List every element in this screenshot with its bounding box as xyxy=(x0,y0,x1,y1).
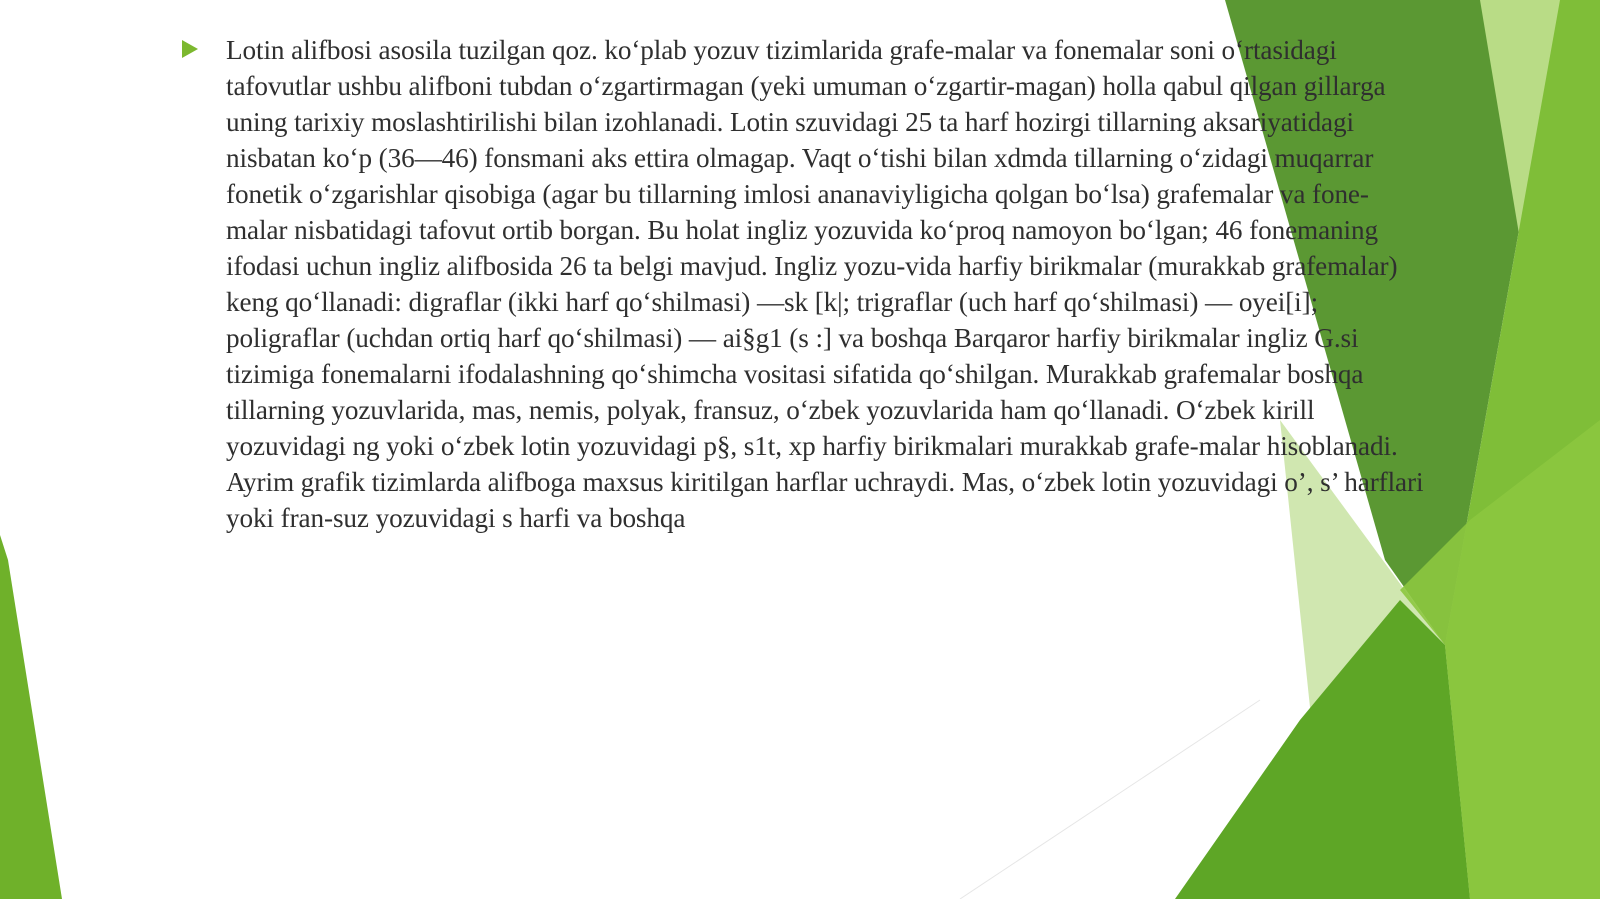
bullet-item xyxy=(180,32,1430,536)
bullet-paragraph: Lotin alifbosi asosila tuzilgan qoz. ko‘plab yozuv tizimlarida grafe-malar va fonemalar soni o‘rtasidagi tafovutlar ushbu alifboni tubdan o‘zgartirmagan (yeki umuman o‘zgartir-magan) holla qabul qilgan gillarga uning tarixiy moslashtirilishi bilan izohlanadi. Lotin szuvidagi 25 ta harf hozirgi tillarning aksariyatidagi nisbatan ko‘p (36—46) fonsmani aks ettira olmagap. Vaqt o‘tishi bilan xdmda tillarning o‘zidagi muqarrar fonetik o‘zgarishlar qisobiga (agar bu tillarning imlosi ananaviyligicha qolgan bo‘lsa) grafemalar va fone-malar nisbatidagi tafovut ortib borgan. Bu holat ingliz yozuvida ko‘proq namoyon bo‘lgan; 46 fonemaning ifodasi uchun ingliz alifbosida 26 ta belgi mavjud. Ingliz yozu-vida harfiy birikmalar (murakkab grafemalar) keng qo‘llanadi: digraflar (ikki harf qo‘shilmasi) —sk [k|; trigraflar (uch harf qo‘shilmasi) — oyei[i]; poligraflar (uchdan ortiq harf qo‘shilmasi) — ai§g1 (s :] va boshqa Barqaror harfiy birikmalar ingliz G.si tizimiga fonemalarni ifodalashning qo‘shimcha vositasi sifatida qo‘shilgan. Murakkab grafemalar boshqa tillarning yozuvlarida, mas, nemis, polyak, fransuz, o‘zbek yozuvlarida ham qo‘llanadi. O‘zbek kirill yozuvidagi ng yoki o‘zbek lotin yozuvidagi p§, s1t, xp harfiy birikmalari murakkab grafe-malar hisoblanadi. Ayrim grafik tizimlarda alifboga maxsus kiritilgan harflar uchraydi. Mas, o‘zbek lotin yozuvidagi o’, s’ harflari yoki fran-suz yozuvidagi s harfi va boshqa xyxy=(226,35,1424,533)
left-green-sliver xyxy=(0,535,62,899)
triangle-bullet-icon xyxy=(182,40,198,58)
slide-content xyxy=(180,32,1430,536)
